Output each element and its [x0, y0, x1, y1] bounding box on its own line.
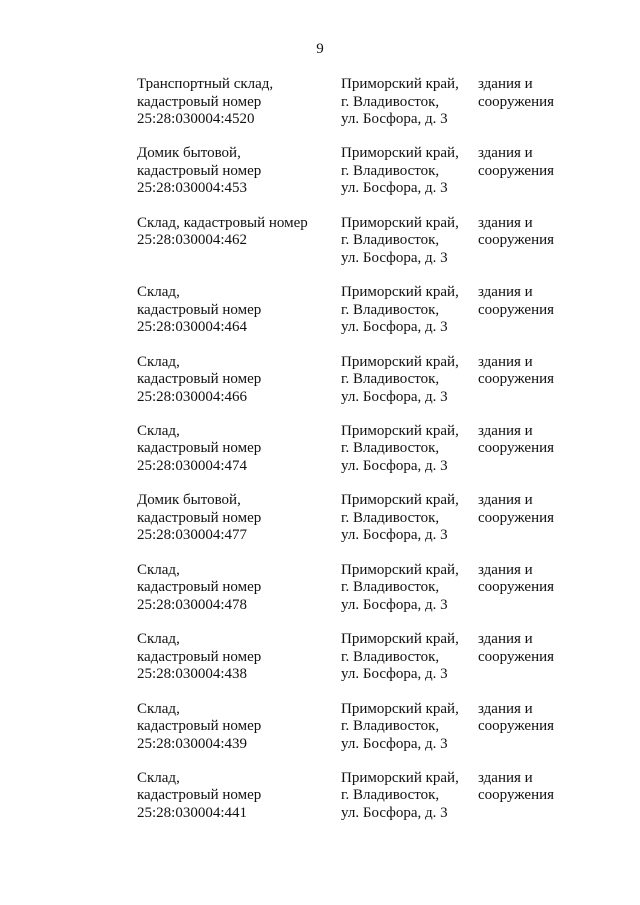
object-address-cell	[341, 76, 476, 129]
object-address-line: ул. Босфора, д. 3	[341, 735, 448, 752]
property-list	[0, 76, 640, 839]
object-address-line: ул. Босфора, д. 3	[341, 249, 448, 266]
object-type-cell	[478, 770, 598, 805]
object-name-cell	[137, 701, 337, 754]
object-name-line: кадастровый номер	[137, 440, 262, 457]
object-address-line: г. Владивосток,	[341, 787, 440, 804]
object-type-cell	[478, 492, 598, 527]
object-name-line: кадастровый номер	[137, 162, 262, 179]
object-address-cell	[341, 701, 476, 754]
object-address-cell	[341, 145, 476, 198]
object-name-cell	[137, 562, 337, 615]
object-name-line: 25:28:030004:464	[137, 319, 248, 336]
object-address-line: ул. Босфора, д. 3	[341, 804, 448, 821]
object-address-line: Приморский край,	[341, 145, 459, 162]
object-address-line: Приморский край,	[341, 700, 459, 717]
table-row	[0, 562, 640, 631]
object-type-line: сооружения	[478, 648, 555, 665]
object-address-line: г. Владивосток,	[341, 579, 440, 596]
object-type-line: здания и	[478, 353, 533, 370]
object-type-cell	[478, 145, 598, 180]
object-type-line: здания и	[478, 492, 533, 509]
object-address-line: Приморский край,	[341, 76, 459, 92]
object-name-line: Склад,	[137, 353, 180, 370]
object-type-cell	[478, 631, 598, 666]
object-address-cell	[341, 631, 476, 684]
object-name-line: Склад, кадастровый номер	[137, 214, 308, 231]
object-name-line: Транспортный склад,	[137, 76, 274, 92]
object-address-line: ул. Босфора, д. 3	[341, 457, 448, 474]
object-address-line: Приморский край,	[341, 561, 459, 578]
table-row	[0, 145, 640, 214]
object-address-cell	[341, 492, 476, 545]
object-name-line: Склад,	[137, 284, 180, 301]
object-type-line: здания и	[478, 631, 533, 648]
object-name-line: 25:28:030004:462	[137, 232, 248, 249]
object-name-cell	[137, 423, 337, 476]
table-row	[0, 423, 640, 492]
object-address-line: ул. Босфора, д. 3	[341, 111, 448, 127]
object-type-cell	[478, 215, 598, 250]
object-address-line: г. Владивосток,	[341, 301, 440, 318]
object-name-line: 25:28:030004:438	[137, 666, 248, 683]
object-type-line: здания и	[478, 145, 533, 162]
object-name-line: 25:28:030004:4520	[137, 111, 255, 127]
object-name-cell	[137, 76, 337, 129]
object-name-line: кадастровый номер	[137, 509, 262, 526]
object-address-line: ул. Босфора, д. 3	[341, 319, 448, 336]
object-address-cell	[341, 423, 476, 476]
table-row	[0, 354, 640, 423]
object-address-line: ул. Босфора, д. 3	[341, 596, 448, 613]
object-name-line: кадастровый номер	[137, 718, 262, 735]
object-name-line: 25:28:030004:441	[137, 804, 248, 821]
object-name-line: 25:28:030004:439	[137, 735, 248, 752]
object-type-cell	[478, 284, 598, 319]
table-row	[0, 492, 640, 561]
table-row	[0, 770, 640, 839]
object-address-line: г. Владивосток,	[341, 162, 440, 179]
table-row	[0, 215, 640, 284]
page-number: 9	[316, 41, 324, 57]
object-type-line: здания и	[478, 422, 533, 439]
object-address-line: г. Владивосток,	[341, 509, 440, 526]
object-type-cell	[478, 354, 598, 389]
object-address-line: Приморский край,	[341, 284, 459, 301]
table-row	[0, 284, 640, 353]
object-address-line: Приморский край,	[341, 353, 459, 370]
object-type-cell	[478, 701, 598, 736]
object-type-line: здания и	[478, 561, 533, 578]
object-address-line: г. Владивосток,	[341, 440, 440, 457]
object-name-line: Склад,	[137, 561, 180, 578]
object-type-cell	[478, 423, 598, 458]
object-name-cell	[137, 492, 337, 545]
object-name-cell	[137, 354, 337, 407]
object-name-line: 25:28:030004:474	[137, 457, 248, 474]
object-type-line: сооружения	[478, 371, 555, 388]
object-address-line: ул. Босфора, д. 3	[341, 388, 448, 405]
object-type-line: здания и	[478, 700, 533, 717]
object-name-cell	[137, 284, 337, 337]
object-type-line: здания и	[478, 769, 533, 786]
object-type-line: здания и	[478, 284, 533, 301]
object-type-line: здания и	[478, 214, 533, 231]
object-name-line: 25:28:030004:466	[137, 388, 248, 405]
object-name-line: кадастровый номер	[137, 371, 262, 388]
object-name-cell	[137, 770, 337, 823]
object-address-line: г. Владивосток,	[341, 718, 440, 735]
object-name-line: Склад,	[137, 631, 180, 648]
object-type-line: сооружения	[478, 232, 555, 249]
object-type-cell	[478, 76, 598, 111]
object-address-cell	[341, 562, 476, 615]
object-name-line: 25:28:030004:453	[137, 180, 248, 197]
object-name-line: Склад,	[137, 700, 180, 717]
object-address-line: Приморский край,	[341, 631, 459, 648]
object-address-line: ул. Босфора, д. 3	[341, 180, 448, 197]
object-address-line: ул. Босфора, д. 3	[341, 527, 448, 544]
object-address-line: ул. Босфора, д. 3	[341, 666, 448, 683]
object-name-line: кадастровый номер	[137, 93, 262, 110]
table-row	[0, 76, 640, 145]
object-name-line: Склад,	[137, 769, 180, 786]
object-type-line: сооружения	[478, 440, 555, 457]
object-address-line: Приморский край,	[341, 422, 459, 439]
object-address-line: г. Владивосток,	[341, 232, 440, 249]
object-address-cell	[341, 215, 476, 268]
object-address-line: Приморский край,	[341, 492, 459, 509]
object-name-cell	[137, 145, 337, 198]
object-name-line: 25:28:030004:478	[137, 596, 248, 613]
object-address-line: г. Владивосток,	[341, 93, 440, 110]
object-address-cell	[341, 354, 476, 407]
object-name-cell	[137, 215, 337, 250]
object-type-line: сооружения	[478, 509, 555, 526]
object-name-line: кадастровый номер	[137, 648, 262, 665]
object-address-line: Приморский край,	[341, 214, 459, 231]
object-name-line: кадастровый номер	[137, 787, 262, 804]
object-name-line: Домик бытовой,	[137, 145, 241, 162]
object-name-line: кадастровый номер	[137, 301, 262, 318]
object-name-line: Домик бытовой,	[137, 492, 241, 509]
object-type-line: здания и	[478, 76, 533, 92]
object-address-line: г. Владивосток,	[341, 648, 440, 665]
object-address-cell	[341, 284, 476, 337]
object-address-cell	[341, 770, 476, 823]
object-type-line: сооружения	[478, 301, 555, 318]
object-name-cell	[137, 631, 337, 684]
object-type-line: сооружения	[478, 787, 555, 804]
table-row	[0, 701, 640, 770]
table-row	[0, 631, 640, 700]
object-type-line: сооружения	[478, 162, 555, 179]
object-name-line: 25:28:030004:477	[137, 527, 248, 544]
object-type-cell	[478, 562, 598, 597]
object-name-line: кадастровый номер	[137, 579, 262, 596]
object-type-line: сооружения	[478, 579, 555, 596]
object-address-line: г. Владивосток,	[341, 371, 440, 388]
object-type-line: сооружения	[478, 718, 555, 735]
object-address-line: Приморский край,	[341, 769, 459, 786]
object-type-line: сооружения	[478, 93, 555, 110]
object-name-line: Склад,	[137, 422, 180, 439]
